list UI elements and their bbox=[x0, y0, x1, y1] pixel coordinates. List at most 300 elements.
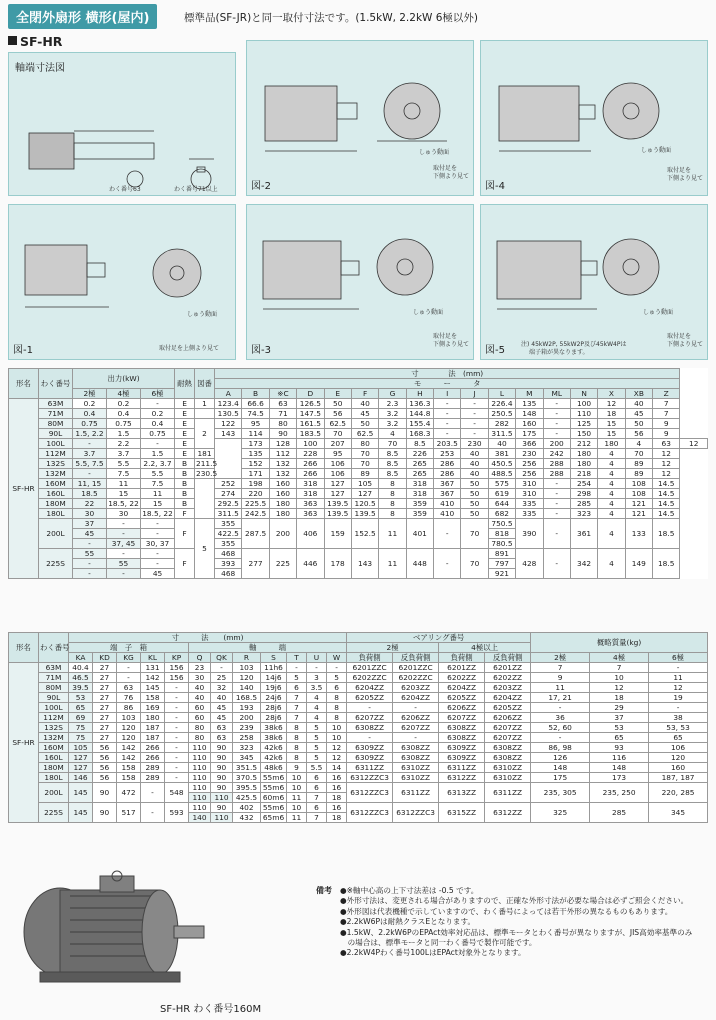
col-dim-14: X bbox=[598, 389, 625, 399]
data-cell: 5 bbox=[287, 673, 307, 683]
data-cell: 112 bbox=[269, 449, 296, 459]
shaft-diagram-title: 軸端寸法図 bbox=[15, 63, 65, 74]
data-cell: - bbox=[649, 703, 708, 713]
data-cell: 310 bbox=[516, 489, 543, 499]
data-cell: 56 bbox=[93, 753, 117, 763]
col-dim-12: ML bbox=[543, 389, 570, 399]
table-row bbox=[9, 753, 708, 763]
col-tolerance: 耐熱 bbox=[175, 369, 195, 399]
data-cell: 53 bbox=[590, 723, 649, 733]
data-cell: 23 bbox=[189, 663, 211, 673]
data-cell: 80M bbox=[39, 419, 73, 429]
dim-cell: 277 bbox=[242, 549, 269, 579]
data-cell: 425.5 bbox=[233, 793, 261, 803]
data-cell: 27 bbox=[93, 723, 117, 733]
data-cell: 27 bbox=[93, 683, 117, 693]
data-cell: 7 bbox=[590, 663, 649, 673]
data-cell: 644 bbox=[488, 499, 515, 509]
fig2-note-1: しゅう動面 bbox=[419, 149, 450, 156]
table-row bbox=[9, 409, 708, 419]
type-cell: SF-HR bbox=[9, 399, 39, 579]
data-cell: 90 bbox=[211, 773, 233, 783]
data-cell: 131 bbox=[141, 663, 165, 673]
output-cell: - bbox=[107, 569, 141, 579]
data-cell: 6310ZZ bbox=[485, 773, 531, 783]
fig3-note-2: 取付足を bbox=[433, 333, 458, 340]
data-cell: 488.5 bbox=[488, 469, 515, 479]
data-cell: 132S bbox=[39, 459, 73, 469]
data-cell: 71M bbox=[39, 673, 69, 683]
table-row bbox=[9, 673, 708, 683]
data-cell: 5.5, 7.5 bbox=[73, 459, 107, 469]
col2-mass-1: 4極 bbox=[590, 653, 649, 663]
col-dim-5: F bbox=[351, 389, 378, 399]
figure-cell bbox=[215, 439, 242, 479]
data-cell: 6207ZZ bbox=[439, 713, 485, 723]
data-cell: 63M bbox=[39, 399, 73, 409]
data-cell: 226 bbox=[406, 449, 433, 459]
data-cell: 103 bbox=[117, 713, 141, 723]
col-dim-3: D bbox=[297, 389, 324, 399]
data-cell: 367 bbox=[434, 489, 461, 499]
data-cell: 6309ZZ bbox=[347, 743, 393, 753]
data-cell: 108 bbox=[625, 489, 652, 499]
data-cell: - bbox=[543, 489, 570, 499]
col-dim-6: G bbox=[379, 389, 406, 399]
data-cell: 121 bbox=[625, 499, 652, 509]
data-cell: 8 bbox=[379, 489, 406, 499]
data-cell: 7.5 bbox=[141, 479, 175, 489]
data-cell: 266 bbox=[141, 753, 165, 763]
data-cell: 16 bbox=[327, 783, 347, 793]
data-cell: 8 bbox=[327, 703, 347, 713]
data-cell: 38 bbox=[649, 713, 708, 723]
data-cell: - bbox=[461, 399, 488, 409]
data-cell: 147.5 bbox=[297, 409, 324, 419]
data-cell: 100L bbox=[39, 439, 73, 449]
data-cell: 28j6 bbox=[261, 703, 287, 713]
data-cell: 50 bbox=[625, 419, 652, 429]
data-cell: 148 bbox=[531, 763, 590, 773]
data-cell: 4 bbox=[307, 713, 327, 723]
data-cell: 6311ZZ bbox=[439, 763, 485, 773]
table-row bbox=[9, 479, 708, 489]
data-cell: 6201ZZC bbox=[393, 663, 439, 673]
data-cell: 7 bbox=[653, 399, 680, 409]
col-frame: わく番号 bbox=[39, 369, 73, 399]
data-cell: 6315ZZ bbox=[439, 803, 485, 823]
data-cell: 86, 98 bbox=[531, 743, 590, 753]
data-cell: E bbox=[175, 439, 195, 449]
dim-cell: 70 bbox=[461, 549, 488, 579]
data-cell: 60m6 bbox=[261, 793, 287, 803]
data-cell: 3.5 bbox=[307, 683, 327, 693]
figure-5-panel bbox=[480, 204, 708, 360]
data-cell: 70 bbox=[351, 459, 378, 469]
data-cell: 10 bbox=[287, 773, 307, 783]
data-cell: 6206ZZ bbox=[485, 713, 531, 723]
dim-cell: 11 bbox=[379, 519, 406, 549]
data-cell: 6310ZZ bbox=[485, 763, 531, 773]
data-cell: 180L bbox=[39, 509, 73, 519]
dim-cell: 390 bbox=[516, 519, 543, 549]
data-cell: 548 bbox=[165, 783, 189, 803]
data-cell: - bbox=[165, 713, 189, 723]
data-cell: 180 bbox=[570, 449, 597, 459]
data-cell: 160M bbox=[39, 743, 69, 753]
data-cell: B bbox=[175, 479, 195, 489]
data-cell: 132S bbox=[39, 723, 69, 733]
table-row bbox=[9, 399, 708, 409]
dim-cell: 4 bbox=[598, 549, 625, 579]
col-motor: モ ー タ bbox=[215, 379, 680, 389]
data-cell: 335 bbox=[516, 509, 543, 519]
col2-shaft: 軸 端 bbox=[189, 643, 347, 653]
data-cell: 410 bbox=[434, 509, 461, 519]
remark-item: ●外形図は代表機種で示していますので、わく番号によっては若干外形の異なるものもあります。 bbox=[340, 906, 673, 916]
data-cell: 225.5 bbox=[242, 499, 269, 509]
data-cell: 4 bbox=[598, 499, 625, 509]
data-cell: 282 bbox=[488, 419, 515, 429]
data-cell: 239 bbox=[233, 723, 261, 733]
data-cell: 180 bbox=[269, 509, 296, 519]
data-cell: 45 bbox=[211, 713, 233, 723]
data-cell: 6 bbox=[307, 783, 327, 793]
data-cell: 8 bbox=[379, 509, 406, 519]
data-cell: 252 bbox=[215, 479, 242, 489]
col-figure: 図番 bbox=[195, 369, 215, 399]
data-cell: 6207ZZ bbox=[393, 723, 439, 733]
data-cell: 80 bbox=[189, 733, 211, 743]
data-cell: 8 bbox=[327, 693, 347, 703]
data-cell: 7 bbox=[307, 793, 327, 803]
data-cell: 6309ZZ bbox=[439, 743, 485, 753]
data-cell: - bbox=[73, 439, 107, 449]
data-cell: 15 bbox=[598, 419, 625, 429]
fig5-note-1: しゅう動面 bbox=[643, 309, 674, 316]
data-cell: 193 bbox=[233, 703, 261, 713]
data-cell: 56 bbox=[93, 743, 117, 753]
table-row bbox=[9, 713, 708, 723]
data-cell: 11 bbox=[107, 479, 141, 489]
data-cell: 110 bbox=[189, 793, 211, 803]
data-cell: 80 bbox=[269, 419, 296, 429]
data-cell: 345 bbox=[649, 803, 708, 823]
data-cell: 152 bbox=[242, 459, 269, 469]
data-cell: 42k6 bbox=[261, 753, 287, 763]
data-cell: 6308ZZ bbox=[485, 743, 531, 753]
data-cell: 42k6 bbox=[261, 743, 287, 753]
data-cell: 136.3 bbox=[406, 399, 433, 409]
data-cell: 0.2 bbox=[107, 399, 141, 409]
remarks-head: 備考 bbox=[316, 886, 332, 895]
data-cell: 0.2 bbox=[73, 399, 107, 409]
dim-cell: 4 bbox=[598, 519, 625, 549]
dim-cell: - bbox=[543, 549, 570, 579]
data-cell: 311.5 bbox=[488, 429, 515, 439]
data-cell: 4 bbox=[598, 489, 625, 499]
terminal-shaft-bearing-table bbox=[8, 632, 708, 823]
data-cell: 45 bbox=[625, 409, 652, 419]
data-cell: 6204ZZ bbox=[347, 683, 393, 693]
data-cell: 126 bbox=[531, 753, 590, 763]
data-cell: - bbox=[531, 703, 590, 713]
data-cell: 14.5 bbox=[653, 479, 680, 489]
data-cell: 310 bbox=[516, 479, 543, 489]
data-cell: 160M bbox=[39, 479, 73, 489]
data-cell: 274 bbox=[215, 489, 242, 499]
data-cell: - bbox=[543, 399, 570, 409]
data-cell: 351.5 bbox=[233, 763, 261, 773]
data-cell: 30 bbox=[189, 673, 211, 683]
data-cell: 8 bbox=[287, 723, 307, 733]
data-cell: 6308ZZ bbox=[439, 723, 485, 733]
table-row bbox=[9, 773, 708, 783]
data-cell: 12 bbox=[649, 683, 708, 693]
data-cell: 132 bbox=[269, 469, 296, 479]
data-cell: 18 bbox=[590, 693, 649, 703]
col-4p: 4極 bbox=[107, 389, 141, 399]
output-cell: 45 bbox=[141, 569, 175, 579]
data-cell: 28j6 bbox=[261, 713, 287, 723]
data-cell: 180M bbox=[39, 763, 69, 773]
dim-cell: 446 bbox=[297, 549, 324, 579]
data-cell: - bbox=[287, 663, 307, 673]
fig5-footnote-1: 注) 45kW2P, 55kW2P及び45kW4Pは bbox=[521, 341, 627, 348]
shaft-end-diagram bbox=[8, 52, 236, 196]
dim-a-cell: 393 bbox=[215, 559, 242, 569]
data-cell: 230.5 bbox=[196, 469, 218, 478]
data-cell: 335 bbox=[516, 499, 543, 509]
motor-dimensions-table bbox=[8, 368, 708, 579]
data-cell: 9 bbox=[531, 673, 590, 683]
data-cell: 29 bbox=[590, 703, 649, 713]
data-cell: 50 bbox=[461, 479, 488, 489]
data-cell: 74.5 bbox=[242, 409, 269, 419]
data-cell: 110 bbox=[211, 813, 233, 823]
data-cell: 6204ZZ bbox=[393, 693, 439, 703]
data-cell: 370.5 bbox=[233, 773, 261, 783]
fig1-note-1: しゅう動面 bbox=[187, 311, 218, 318]
output-cell: 37 bbox=[73, 519, 107, 529]
data-cell: 50 bbox=[461, 489, 488, 499]
data-cell: - bbox=[165, 773, 189, 783]
data-cell: 6308ZZ bbox=[393, 753, 439, 763]
data-cell: 6202ZZC bbox=[393, 673, 439, 683]
table-row bbox=[9, 509, 708, 519]
frame-cell: 200L bbox=[39, 519, 73, 549]
data-cell: - bbox=[141, 439, 175, 449]
remark-item: ●外形寸法は、変更される場合がありますので、正確な外形寸法が必要な場合は必ずご照会ください。 bbox=[340, 896, 689, 906]
data-cell: 65 bbox=[590, 733, 649, 743]
data-cell: 4 bbox=[598, 459, 625, 469]
data-cell: 161.5 bbox=[297, 419, 324, 429]
data-cell: 127 bbox=[69, 763, 93, 773]
data-cell: 53, 53 bbox=[649, 723, 708, 733]
col-dim-9: J bbox=[461, 389, 488, 399]
data-cell: 289 bbox=[141, 763, 165, 773]
data-cell: 76 bbox=[117, 693, 141, 703]
data-cell: E bbox=[175, 419, 195, 429]
data-cell: 18.5 bbox=[73, 489, 107, 499]
data-cell: 89 bbox=[625, 469, 652, 479]
data-cell: 25 bbox=[211, 673, 233, 683]
data-cell: 2.2 bbox=[107, 439, 141, 449]
data-cell: 145 bbox=[69, 803, 93, 823]
dim-cell: 178 bbox=[324, 549, 351, 579]
data-cell: 40.4 bbox=[69, 663, 93, 673]
figure-cell: 1 bbox=[195, 399, 215, 409]
output-cell: - bbox=[73, 559, 107, 569]
col-dim-11: M bbox=[516, 389, 543, 399]
photo-caption: SF-HR わく番号160M bbox=[160, 1004, 262, 1015]
data-cell: 235, 250 bbox=[590, 783, 649, 803]
output-cell: - bbox=[141, 529, 175, 539]
output-cell: - bbox=[73, 539, 107, 549]
data-cell: E bbox=[175, 399, 195, 409]
col-dim-7: H bbox=[406, 389, 433, 399]
fig5-note-3: 下側より見て bbox=[667, 341, 704, 348]
data-cell: 173 bbox=[242, 439, 269, 449]
data-cell: 110 bbox=[189, 803, 211, 813]
data-cell: 4 bbox=[307, 703, 327, 713]
data-cell: - bbox=[434, 419, 461, 429]
data-cell: 100 bbox=[297, 439, 324, 449]
data-cell: 5.5 bbox=[307, 763, 327, 773]
dim-cell: - bbox=[543, 519, 570, 549]
data-cell: 71 bbox=[269, 409, 296, 419]
data-cell: 198 bbox=[242, 479, 269, 489]
data-cell: 168.3 bbox=[406, 429, 433, 439]
data-cell: 175 bbox=[531, 773, 590, 783]
fig5-footnote-2: 端子箱が異なります。 bbox=[529, 349, 589, 356]
data-cell: - bbox=[461, 419, 488, 429]
data-cell: 4 bbox=[598, 449, 625, 459]
data-cell: - bbox=[543, 409, 570, 419]
col2-bearing-2p: 2極 bbox=[347, 643, 439, 653]
data-cell: 183.5 bbox=[297, 429, 324, 439]
data-cell: 10 bbox=[590, 673, 649, 683]
data-cell: 472 bbox=[117, 783, 141, 803]
data-cell: 8 bbox=[379, 499, 406, 509]
col-type: 形名 bbox=[9, 369, 39, 399]
data-cell: - bbox=[543, 479, 570, 489]
data-cell: 298 bbox=[570, 489, 597, 499]
data-cell: 15 bbox=[107, 489, 141, 499]
output-cell: 55 bbox=[73, 549, 107, 559]
data-cell: 6207ZZ bbox=[485, 733, 531, 743]
data-cell: 6207ZZ bbox=[347, 713, 393, 723]
data-cell: 121 bbox=[625, 509, 652, 519]
data-cell: 432 bbox=[233, 813, 261, 823]
dim-cell: 200 bbox=[269, 519, 296, 549]
col2-dim-4: KP bbox=[165, 653, 189, 663]
data-cell: 7 bbox=[287, 713, 307, 723]
data-cell: 110 bbox=[189, 763, 211, 773]
data-cell: 93 bbox=[590, 743, 649, 753]
data-cell: 105 bbox=[69, 743, 93, 753]
data-cell: 45 bbox=[211, 703, 233, 713]
data-cell: 207 bbox=[324, 439, 351, 449]
shaft-note-63: わく番号63 bbox=[109, 186, 141, 193]
data-cell: 128 bbox=[269, 439, 296, 449]
data-cell: 11 bbox=[531, 683, 590, 693]
data-cell: 160L bbox=[39, 753, 69, 763]
data-cell: 218 bbox=[570, 469, 597, 479]
dim-a-cell: 422.5 bbox=[215, 529, 242, 539]
data-cell: 12 bbox=[327, 753, 347, 763]
data-cell: 80M bbox=[39, 683, 69, 693]
data-cell: 6312ZZC3 bbox=[347, 803, 393, 823]
col2-dim-2: KG bbox=[117, 653, 141, 663]
data-cell: 30 bbox=[107, 509, 141, 519]
data-cell: 10 bbox=[327, 723, 347, 733]
data-cell: 90L bbox=[39, 693, 69, 703]
data-cell: 142 bbox=[117, 753, 141, 763]
data-cell: E bbox=[175, 449, 195, 459]
data-cell: 11h6 bbox=[261, 663, 287, 673]
table-row bbox=[9, 499, 708, 509]
data-cell: 18 bbox=[327, 813, 347, 823]
fig4-label: 図-4 bbox=[485, 181, 505, 192]
dim-m-cell: 921 bbox=[488, 569, 515, 579]
data-cell: 70 bbox=[351, 449, 378, 459]
data-cell: 12 bbox=[327, 743, 347, 753]
data-cell: 381 bbox=[488, 449, 515, 459]
dim-cell: 287.5 bbox=[242, 519, 269, 549]
data-cell: 2.2, 3.7 bbox=[141, 459, 175, 469]
data-cell: 187 bbox=[141, 723, 165, 733]
data-cell: 106 bbox=[324, 459, 351, 469]
figure-1-drawing bbox=[9, 205, 237, 361]
data-cell: 318 bbox=[406, 479, 433, 489]
data-cell: 112M bbox=[39, 713, 69, 723]
data-cell: 63 bbox=[117, 683, 141, 693]
data-cell: 160L bbox=[39, 489, 73, 499]
data-cell: 226.4 bbox=[488, 399, 515, 409]
data-cell: - bbox=[461, 429, 488, 439]
data-cell: 575 bbox=[488, 479, 515, 489]
data-cell: 359 bbox=[406, 509, 433, 519]
data-cell: 6311ZZ bbox=[393, 783, 439, 803]
data-cell: 56 bbox=[324, 409, 351, 419]
data-cell: 110 bbox=[189, 773, 211, 783]
fig1-label: 図-1 bbox=[13, 345, 33, 356]
dim-cell: - bbox=[434, 549, 461, 579]
data-cell: 110 bbox=[189, 783, 211, 793]
data-cell: 125 bbox=[570, 419, 597, 429]
data-cell: 66.6 bbox=[242, 399, 269, 409]
data-cell: 4 bbox=[598, 479, 625, 489]
data-cell: 27 bbox=[93, 733, 117, 743]
data-cell: B bbox=[175, 489, 195, 499]
data-cell: 18 bbox=[598, 409, 625, 419]
data-cell: 27 bbox=[93, 693, 117, 703]
data-cell: 123.4 bbox=[215, 399, 242, 409]
dim-m-cell: 818 bbox=[488, 529, 515, 539]
output-cell: - bbox=[73, 569, 107, 579]
data-cell: 160 bbox=[516, 419, 543, 429]
data-cell: 8.5 bbox=[379, 469, 406, 479]
data-cell: 105 bbox=[351, 479, 378, 489]
data-cell: 12 bbox=[653, 459, 680, 469]
col-dim-8: I bbox=[434, 389, 461, 399]
table-row bbox=[9, 763, 708, 773]
data-cell: - bbox=[543, 419, 570, 429]
data-cell: - bbox=[117, 663, 141, 673]
data-cell: 323 bbox=[570, 509, 597, 519]
data-cell: 402 bbox=[233, 803, 261, 813]
